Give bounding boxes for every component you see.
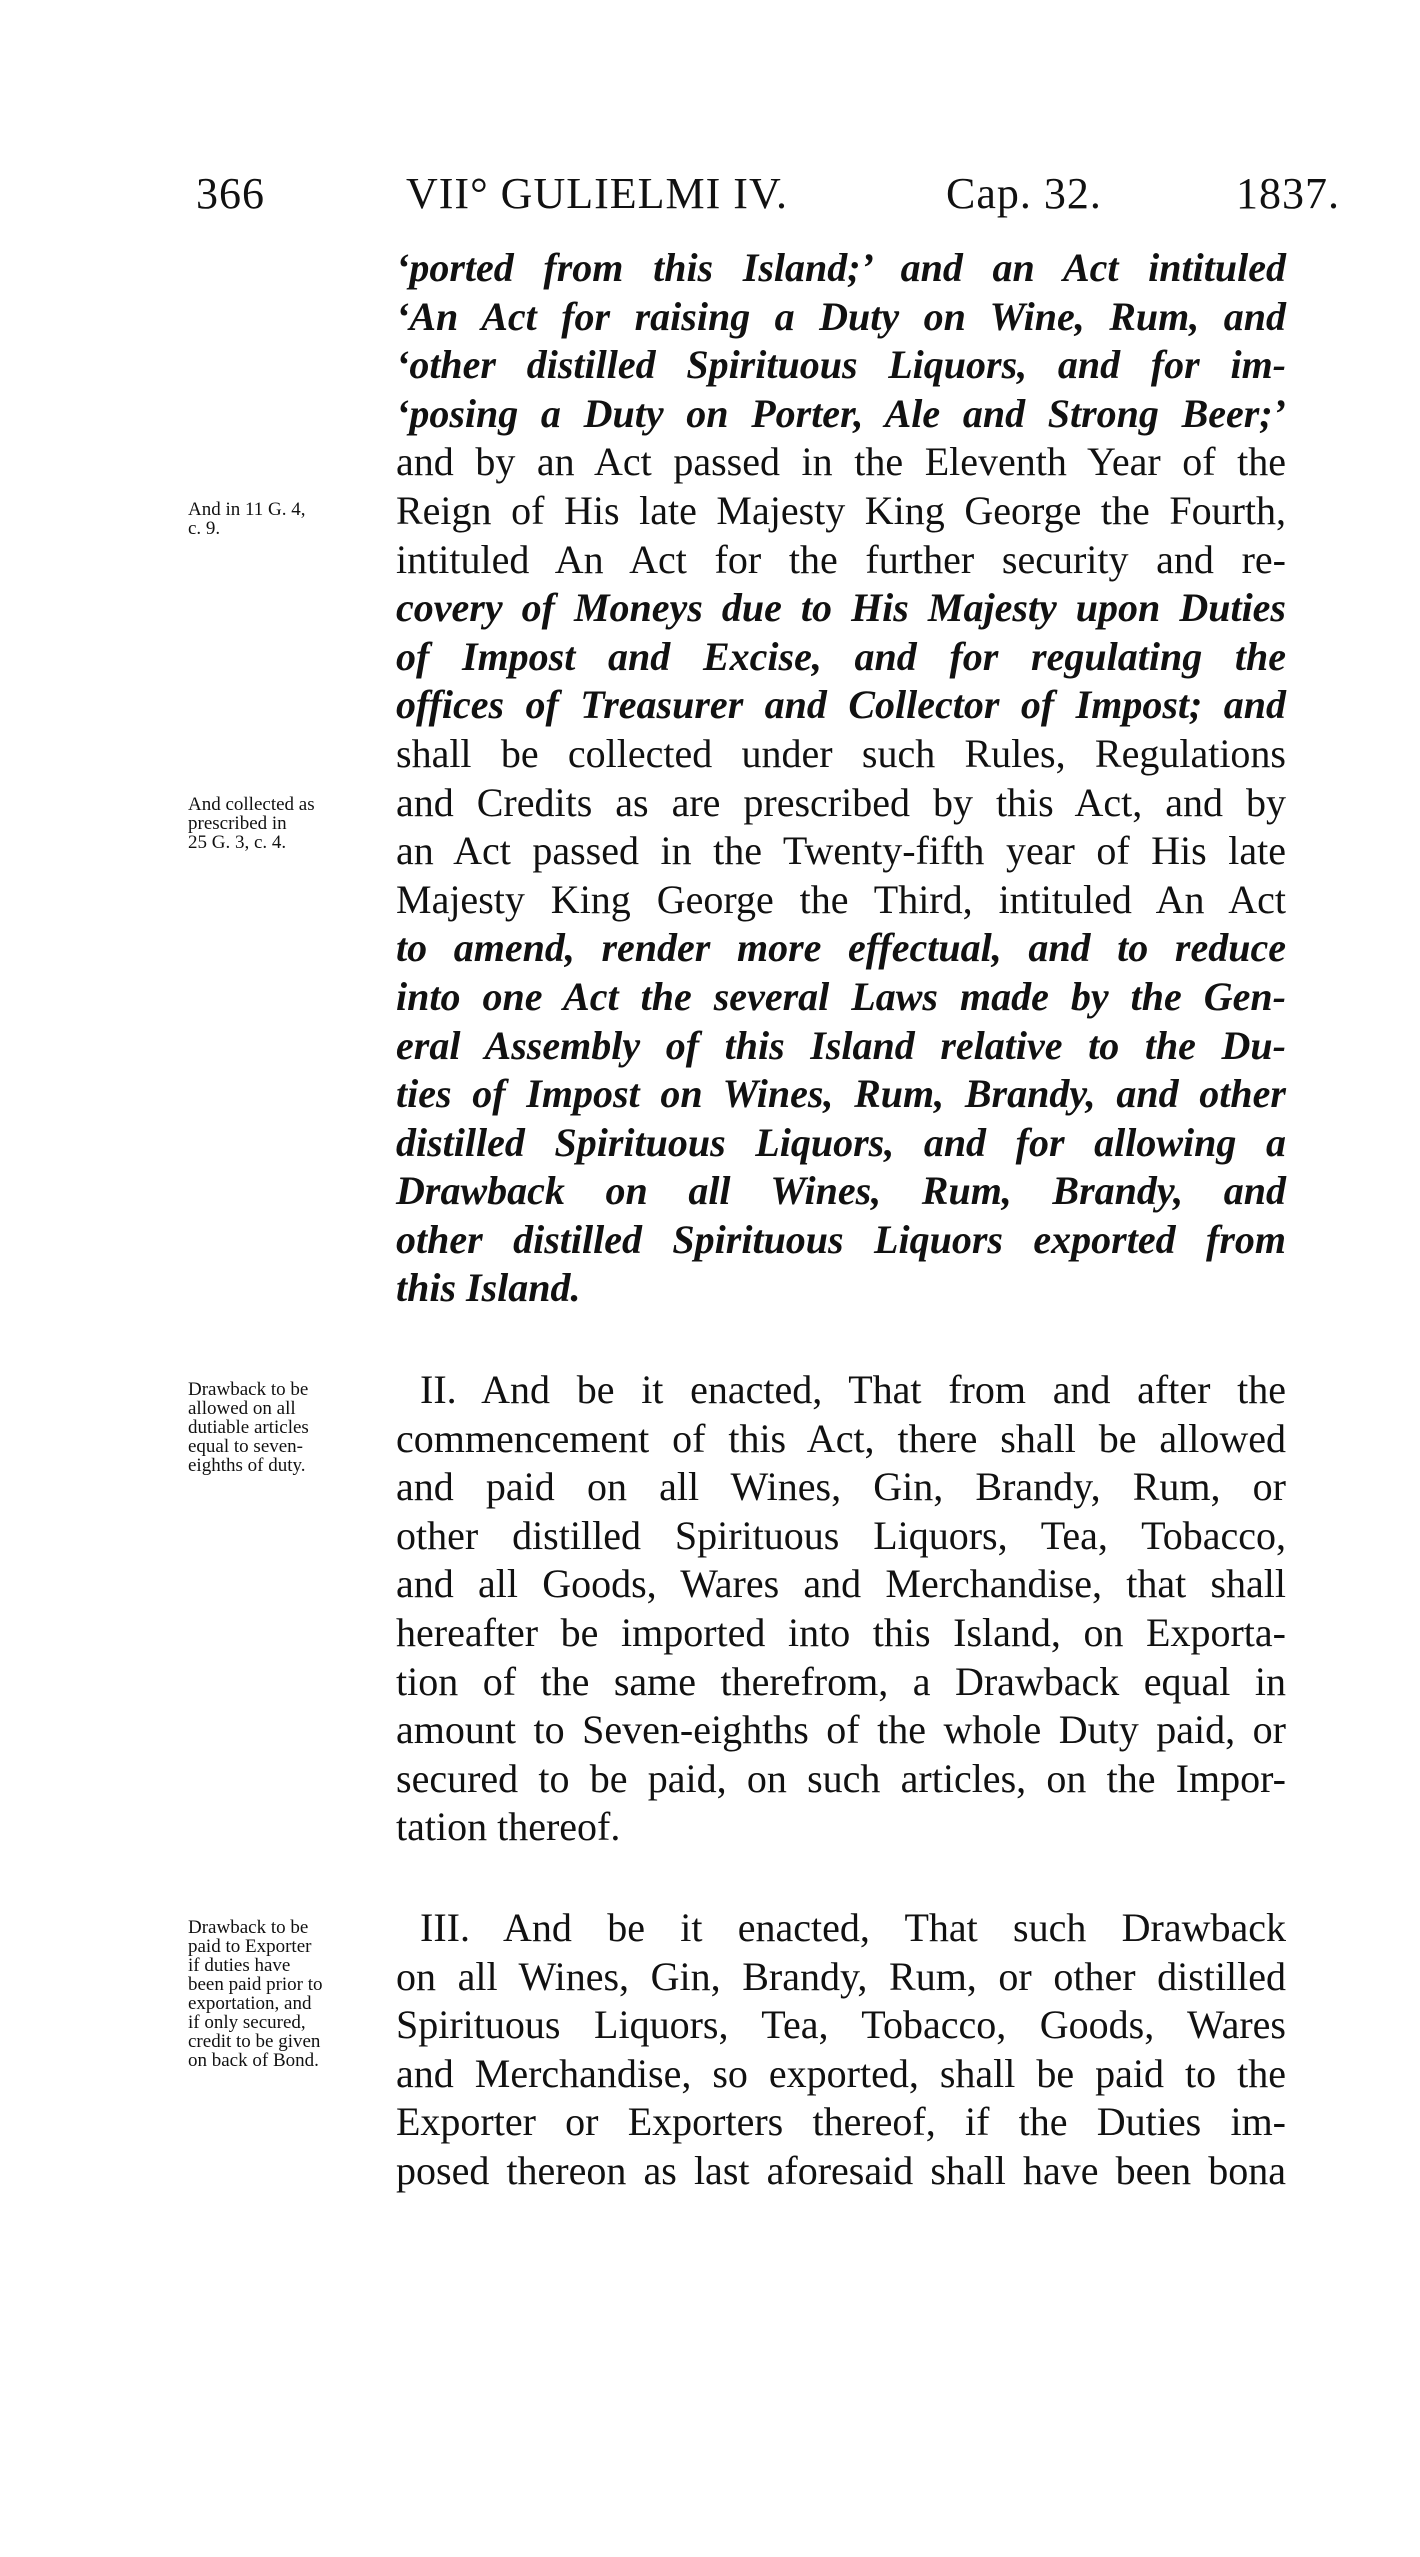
text-line: covery of Moneys due to His Majesty upon Duties xyxy=(396,585,1286,631)
text-line: tation thereof. xyxy=(396,1804,621,1850)
text-line: Reign of His late Majesty King George the Fourth, xyxy=(396,487,1286,533)
text-line: other distilled Spirituous Liquors exported from xyxy=(396,1216,1286,1262)
margin-note-line: dutiable articles xyxy=(188,1417,309,1438)
page-number: 366 xyxy=(196,169,265,218)
act-title: VII° GULIELMI IV. xyxy=(406,169,789,218)
text-line: Exporter or Exporters thereof, if the Duties im- xyxy=(396,2099,1286,2145)
text-line: this Island. xyxy=(396,1265,581,1311)
margin-note-line: exportation, and xyxy=(188,1993,312,2014)
text-line: and paid on all Wines, Gin, Brandy, Rum, or xyxy=(396,1464,1286,1510)
margin-note-line: allowed on all xyxy=(188,1398,296,1419)
margin-note-2 xyxy=(188,795,388,852)
text-line: other distilled Spirituous Liquors, Tea, Tobacco, xyxy=(396,1512,1286,1558)
margin-note-line: credit to be given xyxy=(188,2031,321,2052)
margin-note-line: equal to seven- xyxy=(188,1436,304,1457)
text-line: an Act passed in the Twenty-fifth year of His late xyxy=(396,828,1286,874)
text-line: secured to be paid, on such articles, on the Impor- xyxy=(396,1755,1286,1801)
text-line: and all Goods, Wares and Merchandise, that shall xyxy=(396,1561,1286,1607)
margin-note-line: c. 9. xyxy=(188,518,221,539)
margin-note-1 xyxy=(188,500,388,538)
margin-note-line: 25 G. 3, c. 4. xyxy=(188,832,287,853)
chapter-number: Cap. 32. xyxy=(946,169,1102,218)
text-line: ‘posing a Duty on Porter, Ale and Strong Beer;’ xyxy=(396,390,1286,436)
margin-note-line: if only secured, xyxy=(188,2012,306,2033)
text-line: and by an Act passed in the Eleventh Year of the xyxy=(396,439,1286,485)
section-ii xyxy=(396,1366,1286,1852)
margin-note-line: Drawback to be xyxy=(188,1379,309,1400)
text-line: eral Assembly of this Island relative to the Du- xyxy=(396,1022,1286,1068)
text-line: amount to Seven-eighths of the whole Duty paid, or xyxy=(396,1707,1286,1753)
running-header xyxy=(196,168,1340,228)
text-line: hereafter be imported into this Island, on Exporta- xyxy=(396,1609,1286,1655)
text-line: ties of Impost on Wines, Rum, Brandy, and other xyxy=(396,1071,1286,1117)
margin-note-line: Drawback to be xyxy=(188,1917,309,1938)
text-line: Drawback on all Wines, Rum, Brandy, and xyxy=(396,1168,1286,1214)
text-line: ‘other distilled Spirituous Liquors, and for im- xyxy=(396,342,1286,388)
margin-note-line: if duties have xyxy=(188,1955,291,1976)
text-line: to amend, render more effectual, and to reduce xyxy=(396,925,1286,971)
text-line: offices of Treasurer and Collector of Impost; and xyxy=(396,682,1286,728)
margin-note-line: been paid prior to xyxy=(188,1974,323,1995)
margin-note-3 xyxy=(188,1380,388,1475)
margin-note-line: And in 11 G. 4, xyxy=(188,499,306,520)
text-line: and Credits as are prescribed by this Act, and by xyxy=(396,779,1286,825)
margin-note-line: eighths of duty. xyxy=(188,1455,306,1476)
year: 1837. xyxy=(1236,169,1340,218)
text-line: Spirituous Liquors, Tea, Tobacco, Goods, Wares xyxy=(396,2002,1286,2048)
text-line: shall be collected under such Rules, Regulations xyxy=(396,730,1286,776)
section-iii xyxy=(396,1904,1286,2196)
text-line: on all Wines, Gin, Brandy, Rum, or other distilled xyxy=(396,1953,1286,1999)
margin-note-line: prescribed in xyxy=(188,813,287,834)
text-line: commencement of this Act, there shall be allowed xyxy=(396,1415,1286,1461)
text-line: posed thereon as last aforesaid shall have been bona xyxy=(396,2147,1286,2193)
text-line: tion of the same therefrom, a Drawback equal in xyxy=(396,1658,1286,1704)
margin-note-line: paid to Exporter xyxy=(188,1936,312,1957)
margin-note-line: on back of Bond. xyxy=(188,2050,319,2071)
text-line: and Merchandise, so exported, shall be paid to the xyxy=(396,2050,1286,2096)
text-line: distilled Spirituous Liquors, and for allowing a xyxy=(396,1119,1286,1165)
margin-note-line: And collected as xyxy=(188,794,315,815)
text-line: ‘ported from this Island;’ and an Act intituled xyxy=(396,245,1286,290)
paragraph-continuation xyxy=(396,244,1286,1313)
text-line: intituled An Act for the further security and re- xyxy=(396,536,1286,582)
text-line: of Impost and Excise, and for regulating the xyxy=(396,633,1286,679)
text-line: II. And be it enacted, That from and after the xyxy=(420,1367,1286,1412)
text-line: into one Act the several Laws made by the Gen- xyxy=(396,973,1286,1019)
margin-note-4 xyxy=(188,1918,388,2070)
text-line: III. And be it enacted, That such Drawback xyxy=(420,1905,1286,1950)
text-line: Majesty King George the Third, intituled An Act xyxy=(396,876,1286,922)
text-line: ‘An Act for raising a Duty on Wine, Rum, and xyxy=(396,293,1286,339)
